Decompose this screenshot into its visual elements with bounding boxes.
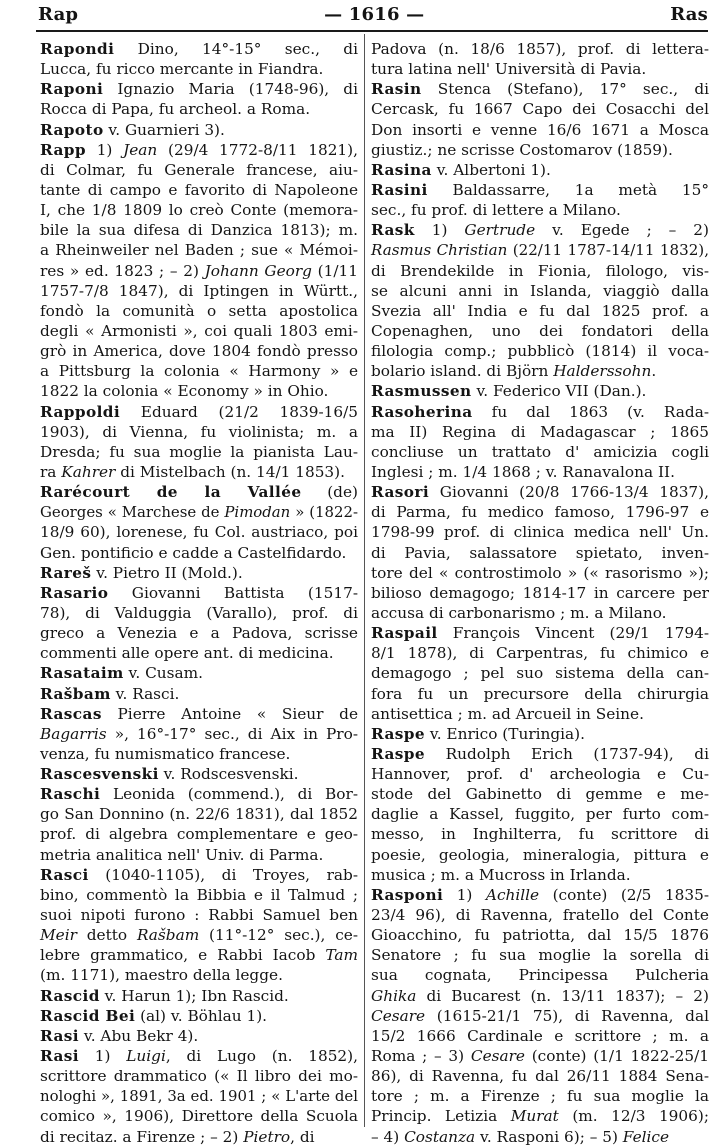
entry-text: Eduard (21/2 1839-16/5 xyxy=(120,402,358,421)
entry-text: v. Guarnieri 3). xyxy=(103,120,225,139)
entry-headword: Raspe xyxy=(371,724,426,743)
italic-name: Bagarris xyxy=(40,724,107,743)
entry-text: suoi nipoti furono : Rabbi Samuel ben xyxy=(40,906,358,925)
entry-text: Giovanni (20/8 1766-13/4 1837), xyxy=(429,483,709,502)
text-line xyxy=(40,744,358,764)
entry-headword: Rasina xyxy=(371,160,432,179)
italic-name: Gertrude xyxy=(464,221,536,240)
text-line xyxy=(40,99,358,119)
header-right-guideword: Ras xyxy=(670,4,708,25)
entry-text: fondò la comunità o setta apostolica xyxy=(40,301,358,320)
text-line xyxy=(40,925,358,945)
entry-text: v. Enrico (Turingia). xyxy=(425,724,586,743)
entry-headword: Rascesvenski xyxy=(40,765,159,784)
entry-text: (1040-1105), di Troyes, rab- xyxy=(88,865,358,884)
entry-text: sua cognata, Principessa Pulcheria xyxy=(371,966,709,985)
entry-text: (conte) (1/1 1822-25/1 xyxy=(524,1047,709,1066)
entry-text: Lucca, fu ricco mercante in Fiandra. xyxy=(40,60,324,79)
italic-name: Cesare xyxy=(371,1006,426,1025)
text-line xyxy=(40,704,358,724)
italic-name: Johann Georg xyxy=(204,261,312,280)
text-line xyxy=(371,261,709,281)
text-line xyxy=(40,220,358,240)
text-line xyxy=(371,704,709,724)
entry-text: bino, commentò la Bibbia e il Talmud ; xyxy=(40,885,358,904)
text-line xyxy=(371,905,709,925)
italic-name: Cesare xyxy=(470,1047,525,1066)
text-line xyxy=(40,261,358,281)
entry-text: tura latina nell' Università di Pavia. xyxy=(371,60,647,79)
text-line xyxy=(40,784,358,804)
text-line xyxy=(371,784,709,804)
text-line xyxy=(371,281,709,301)
text-line xyxy=(40,845,358,865)
entry-text: 15/2 1666 Cardinale e scrittore ; m. a xyxy=(371,1026,709,1045)
text-line xyxy=(371,925,709,945)
entry-text: », 16°-17° sec., di Aix in Pro- xyxy=(106,724,358,743)
text-line xyxy=(40,522,358,542)
text-line xyxy=(371,824,709,844)
entry-text: Dresda; fu sua moglie la pianista Lau- xyxy=(40,442,358,461)
italic-name: Pimodan xyxy=(224,503,291,522)
italic-name: Ghika xyxy=(371,986,417,1005)
entry-text: concliuse un trattato d' amicizia cogli xyxy=(371,442,709,461)
text-line xyxy=(371,140,709,160)
entry-text: (conte) (2/5 1835- xyxy=(539,885,709,904)
italic-name: Rašbam xyxy=(136,926,200,945)
entry-text: (22/11 1787-14/11 1832), xyxy=(507,241,709,260)
text-line xyxy=(371,643,709,663)
text-line xyxy=(371,220,709,240)
text-line xyxy=(371,744,709,764)
entry-text: comico », 1906), Direttore della Scuola xyxy=(40,1107,358,1126)
entry-text: François Vincent (29/1 1794- xyxy=(437,624,709,643)
text-line xyxy=(40,160,358,180)
entry-text: venza, fu numismatico francese. xyxy=(40,744,291,763)
entry-text: 86), di Ravenna, fu dal 26/11 1884 Sena- xyxy=(371,1067,709,1086)
text-line xyxy=(371,321,709,341)
entry-text: v. Rodscesvenski. xyxy=(158,765,299,784)
text-line xyxy=(371,79,709,99)
text-line xyxy=(371,684,709,704)
text-line xyxy=(371,39,709,59)
text-line xyxy=(371,482,709,502)
entry-headword: Rasmussen xyxy=(371,382,472,401)
italic-name: Jean xyxy=(123,140,158,159)
text-line xyxy=(40,442,358,462)
text-line xyxy=(371,563,709,583)
italic-name: Pietro xyxy=(243,1127,291,1146)
entry-headword: Rareš xyxy=(40,563,92,582)
entry-text: daglie a Kassel, fuggito, per furto com- xyxy=(371,805,709,824)
text-line xyxy=(40,39,358,59)
text-line xyxy=(371,945,709,965)
entry-text: nologhi », 1891, 3a ed. 1901 ; « L'arte del xyxy=(40,1087,358,1106)
text-line xyxy=(371,422,709,442)
text-line xyxy=(371,1066,709,1086)
text-line xyxy=(371,1127,709,1147)
entry-text: demagogo ; pel suo sistema della can- xyxy=(371,664,709,683)
entry-headword: Rasataim xyxy=(40,664,124,683)
text-line xyxy=(371,724,709,744)
entry-text: 1) xyxy=(443,885,486,904)
italic-name: Meir xyxy=(40,926,77,945)
text-line xyxy=(40,885,358,905)
text-line xyxy=(371,381,709,401)
entry-text: 1) xyxy=(79,1047,127,1066)
text-line xyxy=(371,99,709,119)
text-line xyxy=(40,623,358,643)
entry-headword: Rasponi xyxy=(371,885,444,904)
entry-headword: Rappoldi xyxy=(40,402,121,421)
text-line xyxy=(371,462,709,482)
running-header xyxy=(38,1,708,28)
entry-text: accusa di carbonarismo ; m. a Milano. xyxy=(371,603,667,622)
text-line xyxy=(371,543,709,563)
text-line xyxy=(371,1106,709,1126)
text-line xyxy=(371,301,709,321)
text-line xyxy=(371,663,709,683)
text-line xyxy=(40,663,358,683)
entry-text: grò in America, dove 1804 fondò presso xyxy=(40,342,358,361)
text-line xyxy=(40,543,358,563)
entry-text: (11°-12° sec.), ce- xyxy=(199,926,359,945)
text-line xyxy=(371,341,709,361)
entry-headword: Rascid xyxy=(40,986,100,1005)
text-line xyxy=(371,1086,709,1106)
entry-headword: Rasori xyxy=(371,483,430,502)
entry-text: v. Harun 1); Ibn Rascid. xyxy=(99,986,289,1005)
entry-text: 1798-99 prof. di clinica medica nell' Un. xyxy=(371,523,709,542)
entry-text: 1822 la colonia « Economy » in Ohio. xyxy=(40,382,329,401)
entry-headword: Rask xyxy=(371,221,415,240)
entry-text: (29/4 1772-8/11 1821), xyxy=(157,140,358,159)
text-line xyxy=(371,1006,709,1026)
entry-text: tante di campo e favorito di Napoleone xyxy=(40,180,358,199)
page-number: — 1616 — xyxy=(324,4,425,25)
italic-name: Achille xyxy=(485,885,540,904)
entry-text: poesie, geologia, mineralogia, pittura e xyxy=(371,845,709,864)
header-left-guideword: Rap xyxy=(38,4,79,25)
text-line xyxy=(371,845,709,865)
text-line xyxy=(40,341,358,361)
entry-text: a Rheinweiler nel Baden ; sue « Mémoi- xyxy=(40,241,358,260)
italic-name: Murat xyxy=(510,1107,559,1126)
entry-text: 1757-7/8 1847), di Iptingen in Württ., xyxy=(40,281,358,300)
entry-text: 1) xyxy=(85,140,124,159)
entry-text: Rocca di Papa, fu archeol. a Roma. xyxy=(40,100,311,119)
entry-text: 1) xyxy=(414,221,465,240)
entry-text: Gen. pontificio e cadde a Castelfidardo. xyxy=(40,543,347,562)
left-column xyxy=(40,39,358,1147)
italic-name: Halderssohn xyxy=(553,362,652,381)
entry-headword: Rašbam xyxy=(40,684,111,703)
entry-text: messo, in Inghilterra, fu scrittore di xyxy=(371,825,709,844)
text-line xyxy=(40,1046,358,1066)
entry-headword: Rasi xyxy=(40,1026,79,1045)
text-line xyxy=(371,402,709,422)
entry-text: Dino, 14°-15° sec., di xyxy=(114,40,358,58)
text-line xyxy=(40,986,358,1006)
entry-text: Senatore ; fu sua moglie la sorella di xyxy=(371,946,709,965)
text-line xyxy=(371,603,709,623)
text-line xyxy=(40,381,358,401)
entry-text: fora fu un precursore della chirurgia xyxy=(371,684,709,703)
entry-text: Gioacchino, fu patriotta, dal 15/5 1876 xyxy=(371,926,709,945)
text-line xyxy=(40,1006,358,1026)
text-line xyxy=(40,945,358,965)
entry-text: di recitaz. a Firenze ; – 2) xyxy=(40,1127,244,1146)
entry-headword: Rasario xyxy=(40,583,109,602)
entry-text: (al) v. Böhlau 1). xyxy=(135,1006,268,1025)
entry-text: bilioso demagogo; 1814-17 in carcere per xyxy=(371,583,709,602)
text-line xyxy=(40,321,358,341)
text-line xyxy=(371,764,709,784)
entry-text: prof. di algebra complementare e geo- xyxy=(40,825,358,844)
entry-headword: Rasci xyxy=(40,865,89,884)
entry-text: di Parma, fu medico famoso, 1796-97 e xyxy=(371,503,709,522)
italic-name: Tam xyxy=(325,946,358,965)
text-line xyxy=(40,603,358,623)
entry-text: sec., fu prof. di lettere a Milano. xyxy=(371,201,621,220)
entry-text: v. Pietro II (Mold.). xyxy=(91,563,243,582)
entry-text: degli « Armonisti », coi quali 1803 emi- xyxy=(40,321,358,340)
entry-text: di Pavia, salassatore spietato, inven- xyxy=(371,543,709,562)
entry-text: di Bucarest (n. 13/11 1837); – 2) xyxy=(416,986,709,1005)
text-line xyxy=(40,804,358,824)
entry-text: scrittore drammatico (« Il libro dei mo- xyxy=(40,1067,358,1086)
column-divider xyxy=(364,34,365,1127)
text-line xyxy=(40,563,358,583)
entry-text: di Brendekilde in Fionia, filologo, vis- xyxy=(371,261,709,280)
text-line xyxy=(40,965,358,985)
italic-name: Kahrer xyxy=(61,462,116,481)
entry-text: Don insorti e venne 16/6 1671 a Mosca xyxy=(371,120,709,139)
text-line xyxy=(40,180,358,200)
entry-headword: Rapp xyxy=(40,140,86,159)
entry-text: Svezia all' India e fu dal 1825 prof. a xyxy=(371,301,709,320)
entry-text: » (1822- xyxy=(290,503,358,522)
entry-text: 8/1 1878), di Carpentras, fu chimico e xyxy=(371,644,709,663)
entry-text: bile la sua difesa di Danzica 1813); m. xyxy=(40,221,358,240)
italic-name: Luigi xyxy=(126,1047,166,1066)
text-line xyxy=(40,402,358,422)
text-line xyxy=(371,965,709,985)
entry-text: ra xyxy=(40,462,62,481)
entry-text: v. Federico VII (Dan.). xyxy=(471,382,647,401)
entry-text: (de) xyxy=(301,483,358,502)
entry-text: v. Cusam. xyxy=(123,664,203,683)
text-line xyxy=(371,1046,709,1066)
text-line xyxy=(371,522,709,542)
text-line xyxy=(40,1127,358,1147)
text-line xyxy=(40,824,358,844)
entry-text: di Mistelbach (n. 14/1 1853). xyxy=(115,462,345,481)
text-line xyxy=(40,643,358,663)
entry-headword: Raponi xyxy=(40,80,104,99)
text-line xyxy=(371,1026,709,1046)
text-line xyxy=(40,79,358,99)
italic-name: Rasmus Christian xyxy=(371,241,508,260)
text-line xyxy=(40,462,358,482)
entry-headword: Rasoherina xyxy=(371,402,473,421)
text-line xyxy=(371,59,709,79)
entry-headword: Rascid Bei xyxy=(40,1006,136,1025)
entry-text: 23/4 96), di Ravenna, fratello del Conte xyxy=(371,906,709,925)
text-line xyxy=(40,200,358,220)
entry-headword: Rasi xyxy=(40,1047,79,1066)
text-line xyxy=(371,986,709,1006)
entry-text: Giovanni Battista (1517- xyxy=(108,583,358,602)
right-column xyxy=(371,39,709,1147)
text-line xyxy=(40,905,358,925)
entry-text: (1/11 xyxy=(311,261,358,280)
entry-headword: Rasini xyxy=(371,180,428,199)
entry-text: antisettica ; m. ad Arcueil in Seine. xyxy=(371,704,644,723)
entry-text: Hannover, prof. d' archeologia e Cu- xyxy=(371,765,709,784)
text-line xyxy=(371,442,709,462)
entry-text: Baldassarre, 1a metà 15° xyxy=(427,180,709,199)
entry-text: v. Albertoni 1). xyxy=(431,160,551,179)
text-line xyxy=(40,1026,358,1046)
entry-text: tore del « controstimolo » (« rasorismo »); xyxy=(371,563,709,582)
entry-text: tore ; m. a Firenze ; fu sua moglie la xyxy=(371,1087,709,1106)
entry-text: (m. 12/3 1906); xyxy=(558,1107,709,1126)
text-line xyxy=(40,1106,358,1126)
entry-text: v. Rasponi 6); – 5) xyxy=(475,1127,623,1146)
entry-text: musica ; m. a Mucross in Irlanda. xyxy=(371,865,631,884)
entry-text: a Pittsburg la colonia « Harmony » e xyxy=(40,362,358,381)
entry-text: Ignazio Maria (1748-96), di xyxy=(103,80,358,99)
text-line xyxy=(371,180,709,200)
text-line xyxy=(40,422,358,442)
entry-text: Inglesi ; m. 1/4 1868 ; v. Ranavalona II. xyxy=(371,462,675,481)
entry-text: Pierre Antoine « Sieur de xyxy=(101,704,358,723)
entry-text: stode del Gabinetto di gemme e me- xyxy=(371,785,709,804)
entry-text: fu dal 1863 (v. Rada- xyxy=(472,402,709,421)
italic-name: Felice xyxy=(622,1127,670,1146)
entry-text: , di Lugo (n. 1852), xyxy=(165,1047,358,1066)
text-line xyxy=(40,140,358,160)
italic-name: Costanza xyxy=(404,1127,476,1146)
text-line xyxy=(371,361,709,381)
text-line xyxy=(40,583,358,603)
text-line xyxy=(371,865,709,885)
text-line xyxy=(40,502,358,522)
entry-headword: Raschi xyxy=(40,785,101,804)
entry-text: (m. 1171), maestro della legge. xyxy=(40,966,283,985)
text-line xyxy=(40,684,358,704)
entry-text: Padova (n. 18/6 1857), prof. di lettera- xyxy=(371,40,709,58)
text-line xyxy=(371,160,709,180)
entry-text: metria analitica nell' Univ. di Parma. xyxy=(40,845,324,864)
entry-text: go San Donnino (n. 22/6 1831), dal 1852 xyxy=(40,805,358,824)
text-line xyxy=(40,59,358,79)
entry-text: (1615-21/1 75), di Ravenna, dal xyxy=(425,1006,709,1025)
entry-text: Princip. Letizia xyxy=(371,1107,511,1126)
entry-headword: Rascas xyxy=(40,704,102,723)
entry-headword: Rapoto xyxy=(40,120,104,139)
entry-text: v. Abu Bekr 4). xyxy=(79,1026,199,1045)
entry-headword: Rarécourt de la Vallée xyxy=(40,483,302,502)
entry-text: v. Egede ; – 2) xyxy=(535,221,709,240)
entry-text: , di xyxy=(290,1127,315,1146)
text-line xyxy=(371,623,709,643)
text-line xyxy=(40,120,358,140)
text-line xyxy=(40,240,358,260)
entry-text: se alcuni anni in Islanda, viaggiò dalla xyxy=(371,281,709,300)
entry-text: greco a Venezia e a Padova, scrisse xyxy=(40,624,358,643)
entry-text: Georges « Marchese de xyxy=(40,503,225,522)
text-line xyxy=(371,885,709,905)
entry-text: lebre grammatico, e Rabbi Iacob xyxy=(40,946,326,965)
entry-text: giustiz.; ne scrisse Costomarov (1859). xyxy=(371,140,673,159)
text-line xyxy=(371,240,709,260)
text-line xyxy=(40,865,358,885)
text-line xyxy=(40,361,358,381)
entry-text: Copenaghen, uno dei fondatori della xyxy=(371,321,709,340)
entry-text: Roma ; – 3) xyxy=(371,1047,471,1066)
entry-text: ma II) Regina di Madagascar ; 1865 xyxy=(371,422,709,441)
entry-text: . xyxy=(651,362,657,381)
text-line xyxy=(40,764,358,784)
entry-text: res » ed. 1823 ; – 2) xyxy=(40,261,205,280)
entry-text: 1903), di Vienna, fu violinista; m. a xyxy=(40,422,358,441)
entry-text: commenti alle opere ant. di medicina. xyxy=(40,644,334,663)
entry-text: detto xyxy=(76,926,137,945)
text-line xyxy=(40,482,358,502)
text-line xyxy=(40,1086,358,1106)
text-line xyxy=(40,1066,358,1086)
entry-text: Cercask, fu 1667 Capo dei Cosacchi del xyxy=(371,100,709,119)
entry-text: Rudolph Erich (1737-94), di xyxy=(425,744,709,763)
header-rule xyxy=(36,30,708,32)
text-line xyxy=(371,502,709,522)
entry-text: filologia comp.; pubblicò (1814) il voca- xyxy=(371,342,709,361)
text-line xyxy=(371,120,709,140)
entry-headword: Rasin xyxy=(371,80,422,99)
entry-text: I, che 1/8 1809 lo creò Conte (memora- xyxy=(40,201,358,220)
text-line xyxy=(371,583,709,603)
entry-text: bolario island. di Björn xyxy=(371,362,554,381)
entry-headword: Rapondi xyxy=(40,40,115,58)
text-line xyxy=(40,301,358,321)
entry-text: v. Rasci. xyxy=(110,684,180,703)
text-line xyxy=(40,724,358,744)
entry-headword: Raspe xyxy=(371,744,426,763)
text-line xyxy=(371,804,709,824)
entry-text: 78), di Valduggia (Varallo), prof. di xyxy=(40,603,358,622)
entry-text: 18/9 60), lorenese, fu Col. austriaco, poi xyxy=(40,523,358,542)
entry-text: di Colmar, fu Generale francese, aiu- xyxy=(40,160,358,179)
entry-text: Stenca (Stefano), 17° sec., di xyxy=(421,80,709,99)
entry-text: Leonida (commend.), di Bor- xyxy=(100,785,358,804)
text-line xyxy=(371,200,709,220)
entry-text: – 4) xyxy=(371,1127,405,1146)
text-line xyxy=(40,281,358,301)
entry-headword: Raspail xyxy=(371,624,438,643)
